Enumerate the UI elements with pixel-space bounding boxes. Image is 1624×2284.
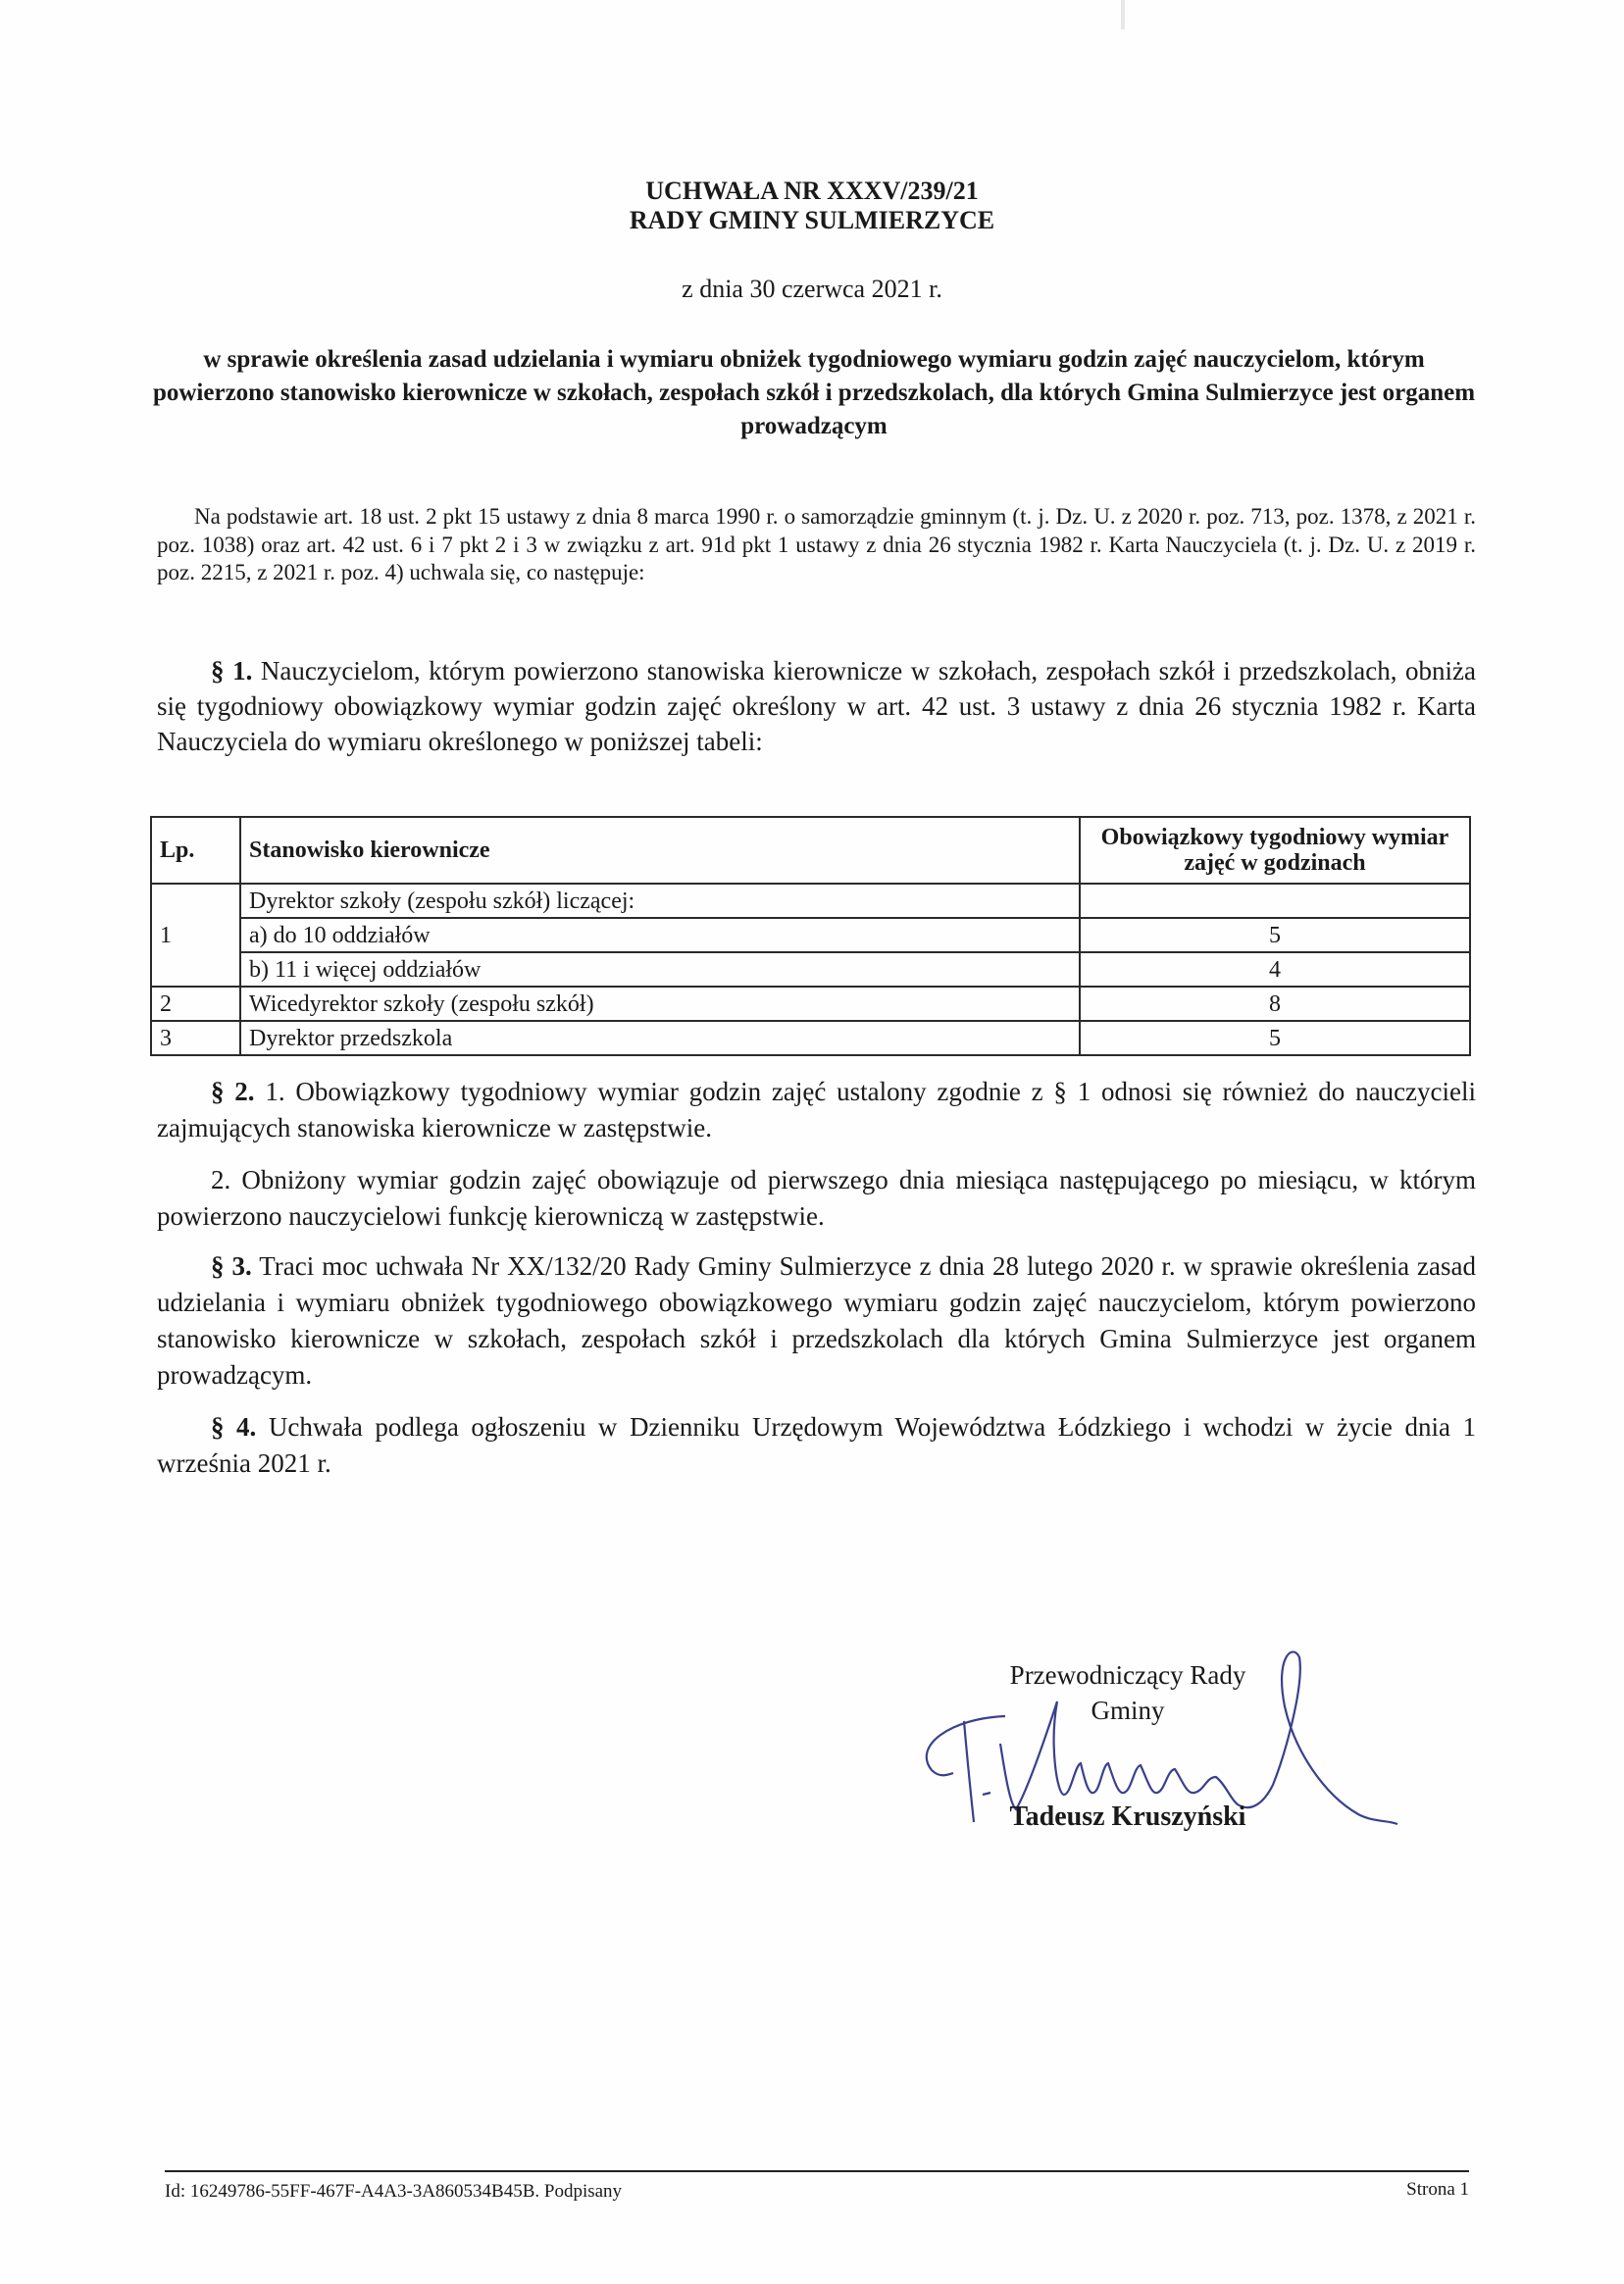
- section-1: [157, 653, 1476, 759]
- reduction-table: [150, 816, 1471, 1056]
- header-lp: Lp.: [151, 817, 240, 884]
- section-mark: § 2.: [211, 1077, 255, 1106]
- cell-position: Dyrektor szkoły (zespołu szkół) liczącej:: [240, 884, 1080, 918]
- section-text: Traci moc uchwała Nr XX/132/20 Rady Gminy Sulmierzyce z dnia 28 lutego 2020 r. w sprawie określenia zasad udzielania i wymiaru obniżek tygodniowego obowiązkowego wymiaru godzin zajęć nauczycielom, którym powierzono stanowisko kierownicze w szkołach, zespołach szkół i przedszkolach dla których Gmina Sulmierzyce jest organem prowadzącym.: [157, 1251, 1477, 1390]
- section-4: [157, 1409, 1476, 1482]
- table-row: [151, 987, 1470, 1021]
- header-position: Stanowisko kierownicze: [240, 817, 1080, 884]
- cell-hours: [1080, 884, 1470, 918]
- scan-artifact: [1121, 0, 1125, 29]
- header-hours: Obowiązkowy tygodniowy wymiar zajęć w godzinach: [1080, 817, 1470, 884]
- section-text: 1. Obowiązkowy tygodniowy wymiar godzin zajęć ustalony zgodnie z § 1 odnosi się również do nauczycieli zajmujących stanowiska kierownicze w zastępstwie.: [157, 1077, 1477, 1142]
- page-number: Strona 1: [1406, 2179, 1469, 2200]
- cell-hours: 8: [1080, 987, 1470, 1021]
- legal-basis: Na podstawie art. 18 ust. 2 pkt 15 ustawy z dnia 8 marca 1990 r. o samorządzie gminnym (t. j. Dz. U. z 2020 r. poz. 713, poz. 1378, z 2021 r. poz. 1038) oraz art. 42 ust. 6 i 7 pkt 2 i 3 w związku z art. 91d pkt 1 ustawy z dnia 26 stycznia 1982 r. Karta Nauczyciela (t. j. Dz. U. z 2019 r. poz. 2215, z 2021 r. poz. 4) uchwala się, co następuje:: [157, 504, 1476, 584]
- signatory-title-cont: Gminy: [1091, 1696, 1165, 1725]
- document-id: Id: 16249786-55FF-467F-A4A3-3A860534B45B. Podpisany: [165, 2181, 623, 2202]
- cell-position: a) do 10 oddziałów: [240, 918, 1080, 952]
- cell-position: Wicedyrektor szkoły (zespołu szkół): [240, 987, 1080, 1021]
- table-row: [151, 884, 1470, 918]
- signatory-title: Przewodniczący Rady: [1009, 1660, 1246, 1690]
- resolution-number: UCHWAŁA NR XXXV/239/21: [645, 177, 979, 205]
- footer-divider: [165, 2170, 1469, 2172]
- signatory-name: Tadeusz Kruszyński: [1009, 1802, 1246, 1832]
- section-mark: § 4.: [211, 1412, 257, 1442]
- cell-lp: 1: [151, 884, 240, 987]
- section-3: [157, 1248, 1476, 1394]
- resolution-subject: w sprawie określenia zasad udzielania i wymiaru obniżek tygodniowego wymiaru godzin zajęć nauczycielom, którym powierzono stanowisko kierownicze w szkołach, zespołach szkół i przedszkolach, dla których Gmina Sulmierzyce jest organem prowadzącym: [152, 346, 1476, 439]
- table-header-row: [151, 817, 1470, 884]
- cell-lp: 3: [151, 1021, 240, 1055]
- cell-hours: 4: [1080, 952, 1470, 987]
- section-mark: § 3.: [211, 1251, 252, 1281]
- section-mark: § 1.: [211, 656, 253, 685]
- cell-lp: 2: [151, 987, 240, 1021]
- table-row: [151, 1021, 1470, 1055]
- section-2-point-2: 2. Obniżony wymiar godzin zajęć obowiązuje od pierwszego dnia miesiąca następującego po miesiącu, w którym powierzono nauczycielowi funkcję kierowniczą w zastępstwie.: [157, 1165, 1476, 1231]
- section-text: Nauczycielom, którym powierzono stanowiska kierownicze w szkołach, zespołach szkół i przedszkolach, obniża się tygodniowy obowiązkowy wymiar godzin zajęć określony w art. 42 ust. 3 ustawy z dnia 26 stycznia 1982 r. Karta Nauczyciela do wymiaru określonego w poniższej tabeli:: [157, 656, 1477, 756]
- cell-position: b) 11 i więcej oddziałów: [240, 952, 1080, 987]
- cell-hours: 5: [1080, 1021, 1470, 1055]
- resolution-date: z dnia 30 czerwca 2021 r.: [682, 275, 942, 303]
- table-row: [151, 918, 1470, 952]
- council-name: RADY GMINY SULMIERZYCE: [629, 206, 995, 234]
- section-text: Uchwała podlega ogłoszeniu w Dzienniku Urzędowym Województwa Łódzkiego i wchodzi w życie dnia 1 września 2021 r.: [157, 1412, 1477, 1478]
- cell-hours: 5: [1080, 918, 1470, 952]
- table-row: [151, 952, 1470, 987]
- cell-position: Dyrektor przedszkola: [240, 1021, 1080, 1055]
- section-2-point-1: [157, 1074, 1476, 1146]
- signature-stroke: [983, 1793, 990, 1795]
